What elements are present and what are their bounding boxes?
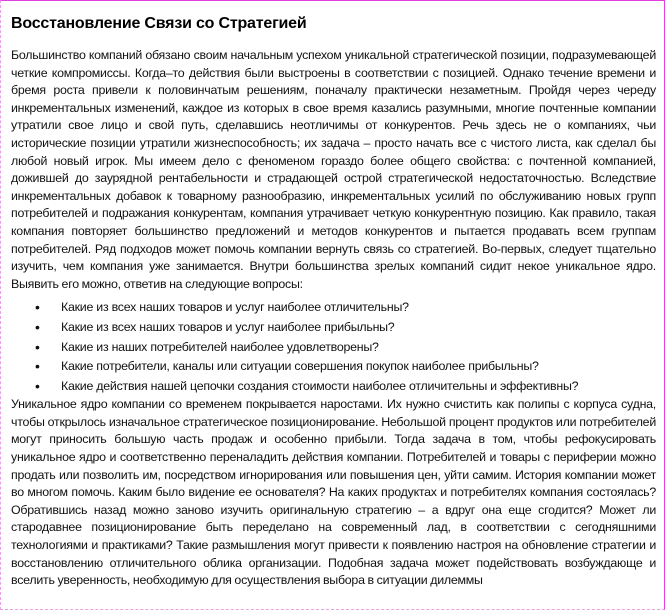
list-item-text: Какие потребители, каналы или ситуации совершения покупок наиболее прибыльны? bbox=[61, 359, 539, 374]
bullet-icon: • bbox=[35, 299, 40, 316]
bullet-icon: • bbox=[35, 318, 40, 335]
list-item bbox=[11, 338, 656, 358]
bullet-icon: • bbox=[35, 358, 40, 375]
list-item-text: Какие из наших потребителей наиболее удовлетворены? bbox=[61, 339, 379, 354]
list-item-text: Какие действия нашей цепочки создания стоимости наиболее отличительны и эффективны? bbox=[61, 378, 579, 393]
intro-paragraph: Большинство компаний обязано своим начальным успехом уникальной стратегической позиции, подразумевающей четкие компромиссы. Когда–то действия были выстроены в соответствии с позицией. Однако течение времени и бремя роста привели к половинчатым решениям, поначалу практически незаметным. Пройдя через череду инкрементальных изменений, каждое из которых в свое время казались разумными, многие почтенные компании утратили свое лицо и свой путь, сделавшись неотличимы от конкурентов. Речь здесь не о компаниях, чьи исторические позиции утратили жизнеспособность; их задача – просто начать все с чистого листа, как сделал бы любой новый игрок. Мы имеем дело с феноменом гораздо более общего свойства: с почтенной компанией, дожившей до заурядной рентабельности и страдающей острой стратегической недостаточностью. Вследствие инкрементальных добавок к товарному разнообразию, инкрементальных усилий по обслуживанию новых групп потребителей и подражания конкурентам, компания утрачивает четкую конкурентную позицию. Как правило, такая компания повторяет большинство предложений и методов конкурентов и пытается продавать всем группам потребителей. Ряд подходов может помочь компании вернуть связь со стратегией. Во-первых, следует тщательно изучить, чем компания уже занимается. Внутри большинства зрелых компаний сидит некое уникальное ядро. Выявить его можно, ответив на следующие вопросы: bbox=[11, 48, 656, 291]
document-title: Восстановление Связи со Стратегией bbox=[11, 15, 307, 32]
list-item bbox=[11, 298, 656, 318]
list-item bbox=[11, 377, 656, 397]
list-item-text: Какие из всех наших товаров и услуг наиболее прибыльны? bbox=[61, 319, 395, 334]
closing-paragraph: Уникальное ядро компании со временем покрывается наростами. Их нужно счистить как полипы с корпуса судна, чтобы открылось изначальное стратегическое позиционирование. Небольшой процент продуктов или потребителей могут приносить большую часть продаж и особенно прибыли. Тогда задача в том, чтобы рефокусировать уникальное ядро и соответственно переналадить действия компании. Потребителей и товары с периферии можно продать или позволить им, посредством игнорирования или повышения цен, уйти самим. История компании может во многом помочь. Каким было видение ее основателя? На каких продуктах и потребителях компания состоялась? Обратившись назад можно заново изучить оригинальную стратегию – а вдруг она еще сгодится? Может ли стародавнее позиционирование быть переделано на современный лад, в соответствии с сегодняшними технологиями и практиками? Такие размышления могут привести к появлению настроя на обновление стратегии и восстановлению отличительного облика организации. Подобная задача может подействовать возбуждающе и вселить уверенность, необходимую для осуществления выбора в ситуации дилеммы bbox=[11, 397, 656, 588]
list-item bbox=[11, 318, 656, 338]
bullet-icon: • bbox=[35, 338, 40, 355]
questions-list bbox=[11, 298, 656, 396]
list-item-text: Какие из всех наших товаров и услуг наиболее отличительны? bbox=[61, 300, 409, 315]
list-item bbox=[11, 357, 656, 377]
document-content bbox=[11, 11, 656, 590]
bullet-icon: • bbox=[35, 377, 40, 394]
